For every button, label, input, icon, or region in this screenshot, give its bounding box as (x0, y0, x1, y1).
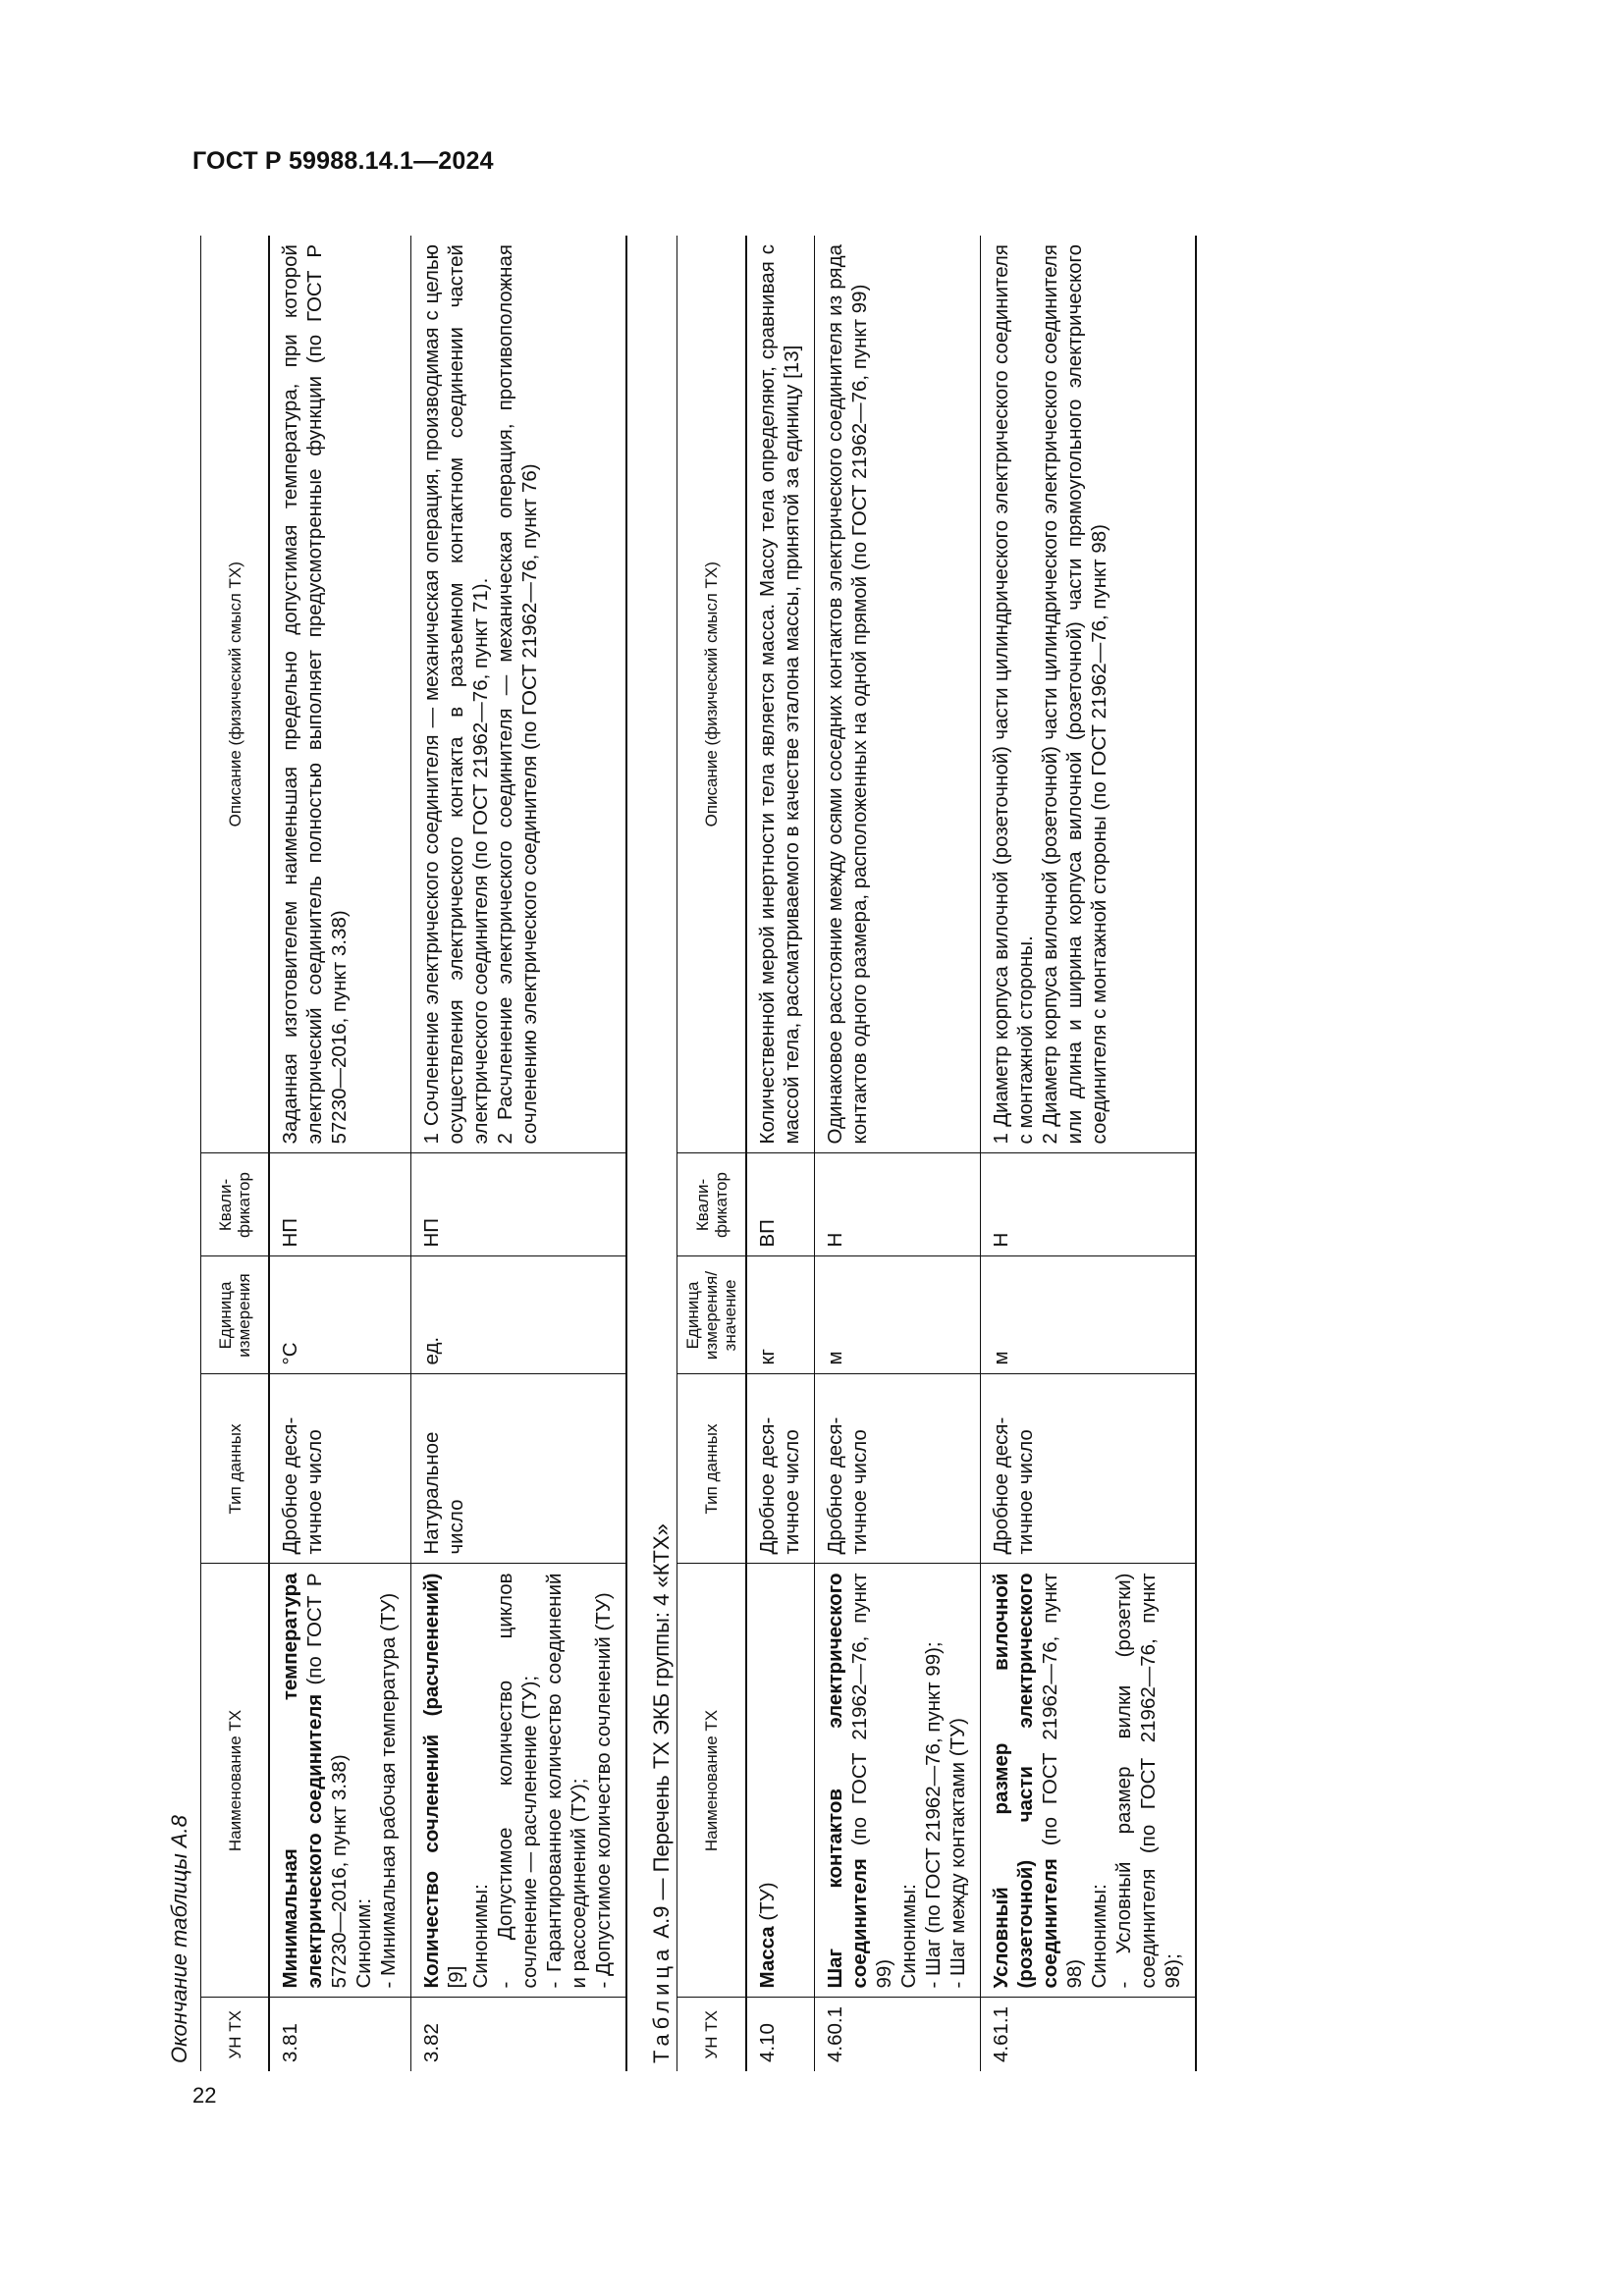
synonym-item: - Допустимое количество сочленений (ТУ) (592, 1592, 615, 1989)
cell-description (269, 236, 411, 1153)
table-row (411, 236, 627, 2071)
description-paragraph: Количественной мерой инертности тела является масса. Массу тела определяют, сравнивая с массой тела, рассматриваемого в качестве эталона массы, принятой за единицу [13] (756, 244, 803, 1145)
table-a9 (677, 236, 1197, 2071)
synonyms-title: Синонимы: (469, 1884, 492, 1989)
synonym-item: - Шаг (по ГОСТ 21962—76, пункт 99); (922, 1641, 945, 1989)
cell-data-type: Дробное деся-тичное число (269, 1374, 411, 1564)
cell-unit: °С (269, 1256, 411, 1374)
cell-description (411, 236, 627, 1153)
table-caption (647, 226, 677, 2071)
synonym-item: - Допустимое количество циклов сочленение — расчленение (ТУ); (494, 1573, 541, 1989)
synonyms-title: Синонимы: (897, 1884, 920, 1989)
cell-qualifier: НП (411, 1153, 627, 1256)
table-caption-text: А.9 — Перечень ТХ ЭКБ группы: 4 «КТХ» (649, 1523, 674, 1939)
name-reference: (ТУ) (756, 1882, 779, 1921)
column-header: Единица измерения (201, 1256, 270, 1374)
table-row (815, 236, 981, 2071)
name-reference: (по ГОСТ 21962—76, пункт 99) (848, 1573, 895, 1989)
description-paragraph: Заданная изготовителем наименьшая предельно допустимая температура, при которой электрический соединитель полностью выполняет предусмотренные функции (по ГОСТ Р 57230—2016, пункт 3.38) (279, 244, 351, 1145)
synonym-item: - Шаг между контактами (ТУ) (947, 1718, 969, 1989)
cell-code: 3.82 (411, 1998, 627, 2071)
cell-data-type: Натуральное число (411, 1374, 627, 1564)
column-header: Тип данных (201, 1374, 270, 1564)
cell-unit: кг (746, 1256, 815, 1374)
column-header: УН ТХ (201, 1998, 270, 2071)
cell-description (815, 236, 981, 1153)
rotated-content (167, 226, 1512, 2071)
synonym-item: - Минимальная рабочая температура (ТУ) (377, 1592, 400, 1989)
synonym-item: - Гарантированное количество соединений и рассоединений (ТУ); (543, 1573, 590, 1989)
cell-name (815, 1564, 981, 1998)
column-header: Описание (физический смысл ТХ) (677, 236, 747, 1153)
column-header: Квали-фикатор (201, 1153, 270, 1256)
cell-name (981, 1564, 1197, 1998)
column-header: Тип данных (677, 1374, 747, 1564)
column-header: Описание (физический смысл ТХ) (201, 236, 270, 1153)
table-row (746, 236, 815, 2071)
page-number: 22 (192, 2083, 217, 2108)
description-paragraph: 2 Диаметр корпуса вилочной (розеточной) части цилиндрического электрического соединителя или длина и ширина корпуса вилочной (розеточной) части прямоугольного электрического соединителя с монтажной стороны (по ГОСТ 21962—76, пункт 98) (1039, 244, 1110, 1145)
synonyms-title: Синонимы: (1088, 1884, 1110, 1989)
description-paragraph: Одинаковое расстояние между осями соседних контактов электрического соединителя из ряда контактов одного размера, расположенных на одной прямой (по ГОСТ 21962—76, пункт 99) (824, 244, 871, 1145)
name-reference: (по ГОСТ Р 57230—2016, пункт 3.38) (303, 1573, 351, 1989)
table-a8 (200, 236, 627, 2071)
name-bold: Количество сочленений (расчленений) (420, 1573, 443, 1989)
cell-code: 4.60.1 (815, 1998, 981, 2071)
synonym-item: - Условный размер вилки (розетки) соединителя (по ГОСТ 21962—76, пункт 98); (1112, 1573, 1184, 1989)
description-paragraph: 1 Диаметр корпуса вилочной (розеточной) части цилиндрического электрического соединителя с монтажной стороны. (990, 244, 1037, 1145)
column-header: Единица измерения/ значение (677, 1256, 747, 1374)
name-bold: Шаг контактов электрического соединителя (824, 1573, 871, 1989)
description-paragraph: 1 Сочленение электрического соединителя — механическая операция, производимая с целью осуществления электрического контакта в разъемном контактном соединении частей электрического соединителя (по ГОСТ 21962—76, пункт 71). (420, 244, 492, 1145)
cell-data-type: Дробное деся-тичное число (981, 1374, 1197, 1564)
cell-code: 4.10 (756, 2023, 779, 2062)
cell-code: 4.61.1 (981, 1998, 1197, 2071)
cell-unit: ед. (411, 1256, 627, 1374)
cell-unit: м (981, 1256, 1197, 1374)
cell-qualifier: ВП (746, 1153, 815, 1256)
name-reference: (по ГОСТ 21962—76, пункт 98) (1039, 1573, 1086, 1989)
name-bold: Минимальная температура электрического соединителя (279, 1573, 326, 1989)
cell-code: 3.81 (279, 2023, 301, 2062)
cell-name (269, 1564, 411, 1998)
table-row (269, 236, 411, 2071)
cell-unit: м (815, 1256, 981, 1374)
name-bold: Масса (756, 1926, 779, 1989)
cell-qualifier: НП (269, 1153, 411, 1256)
cell-data-type: Дробное деся-тичное число (746, 1374, 815, 1564)
table-continuation-label: Окончание таблицы А.8 (167, 1815, 191, 2063)
column-header: Квали-фикатор (677, 1153, 747, 1256)
synonyms-title: Синоним: (352, 1897, 375, 1989)
column-header: Наименование ТХ (677, 1564, 747, 1998)
cell-name (411, 1564, 627, 1998)
table-caption-prefix: Таблица (649, 1944, 674, 2063)
name-bold: Условный размер вилочной (розеточной) части электрического соединителя (990, 1573, 1061, 1989)
table-row (981, 236, 1197, 2071)
cell-description (746, 236, 815, 1153)
cell-name (746, 1564, 815, 1998)
cell-qualifier: Н (815, 1153, 981, 1256)
cell-data-type: Дробное деся-тичное число (815, 1374, 981, 1564)
description-paragraph: 2 Расчленение электрического соединителя — механическая операция, противоположная сочленению электрического соединителя (по ГОСТ 21962—76, пункт 76) (494, 244, 541, 1145)
cell-description (981, 236, 1197, 1153)
name-reference: [9] (445, 1965, 467, 1989)
cell-qualifier: Н (981, 1153, 1197, 1256)
column-header: Наименование ТХ (201, 1564, 270, 1998)
document-header: ГОСТ Р 59988.14.1—2024 (192, 147, 494, 175)
column-header: УН ТХ (677, 1998, 747, 2071)
